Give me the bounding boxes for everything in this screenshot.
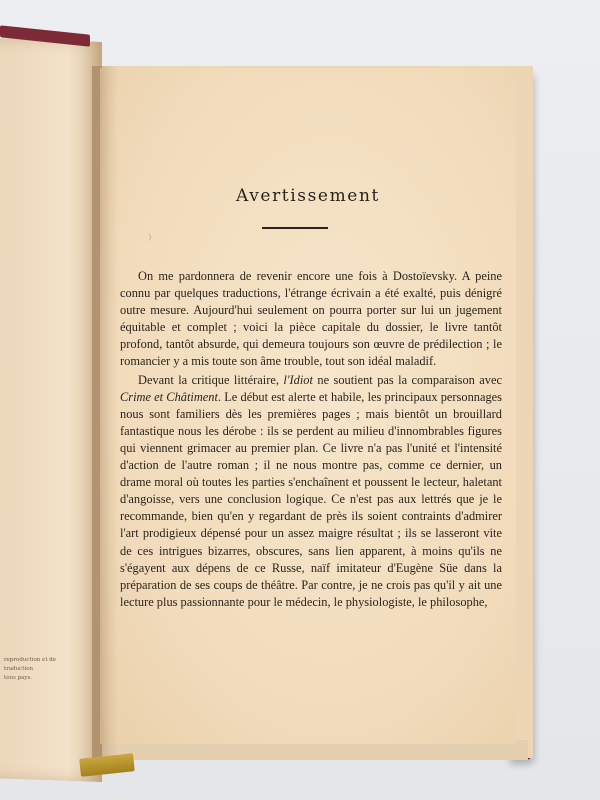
paragraph-2 <box>120 372 502 611</box>
paragraph-2-rest: . Le début est alerte et habile, les principaux personnages nous sont familiers dès les premières pages ; mais bientôt un brouillard fantastique nous les dérobe : ils se perdent au milieu d'innombrables figures qui viennent grimacer au premier plan. Ce livre n'a pas l'unité et l'intensité d'action de l'autre roman ; il ne nous montre pas, comme ce dernier, un drame moral où toutes les parties s'enchaînent et poussent le lecteur, haletant d'angoisse, vers une conclusion logique. Ce n'est pas aux lettrés que je le recommande, bien qu'en y regardant de près ils soient contraints d'admirer l'art prodigieux dépensé pour un assez maigre résultat ; ils se lasseront vite de ces intrigues bizarres, obscures, sans lien apparent, à moins qu'ils ne s'égayent aux dépens de ce Russe, naïf imitateur d'Eugène Süe dans la préparation de ses coups de théâtre. Par contre, je ne crois pas qu'il y ait une lecture plus passionnante pour le médecin, le physiologiste, le philosophe, <box>120 389 502 609</box>
pencil-mark <box>146 233 151 241</box>
heading-rule <box>262 227 328 229</box>
paragraph-2-lead: Devant la critique littéraire, <box>138 372 284 387</box>
paragraph-2-middle: ne soutient pas la comparaison avec <box>312 372 502 387</box>
left-page-note-line1: reproduction et de traduction <box>4 657 57 672</box>
left-page-note <box>4 656 84 683</box>
title-crime-et-chatiment: Crime et Châtiment <box>120 389 218 404</box>
page-heading: Avertissement <box>236 186 380 206</box>
right-page <box>100 68 516 744</box>
title-l-idiot: l'Idiot <box>283 372 313 387</box>
paragraph-1: On me pardonnera de revenir encore une fois à Dostoïevsky. A peine connu par quelques traductions, l'étrange écrivain a été exalté, puis dénigré outre mesure. Aujourd'hui seulement on pourra porter sur lui un jugement équitable et complet ; voici la pièce capitale du dossier, le livre tantôt profond, tantôt absurde, qui demeura toujours son œuvre de prédilection ; le romancier y a mis toute son âme trouble, tout son idéal maladif. <box>120 269 502 369</box>
left-page-note-line2: tous pays. <box>4 675 33 681</box>
gutter-shadow <box>92 66 118 760</box>
body-text <box>120 268 502 611</box>
